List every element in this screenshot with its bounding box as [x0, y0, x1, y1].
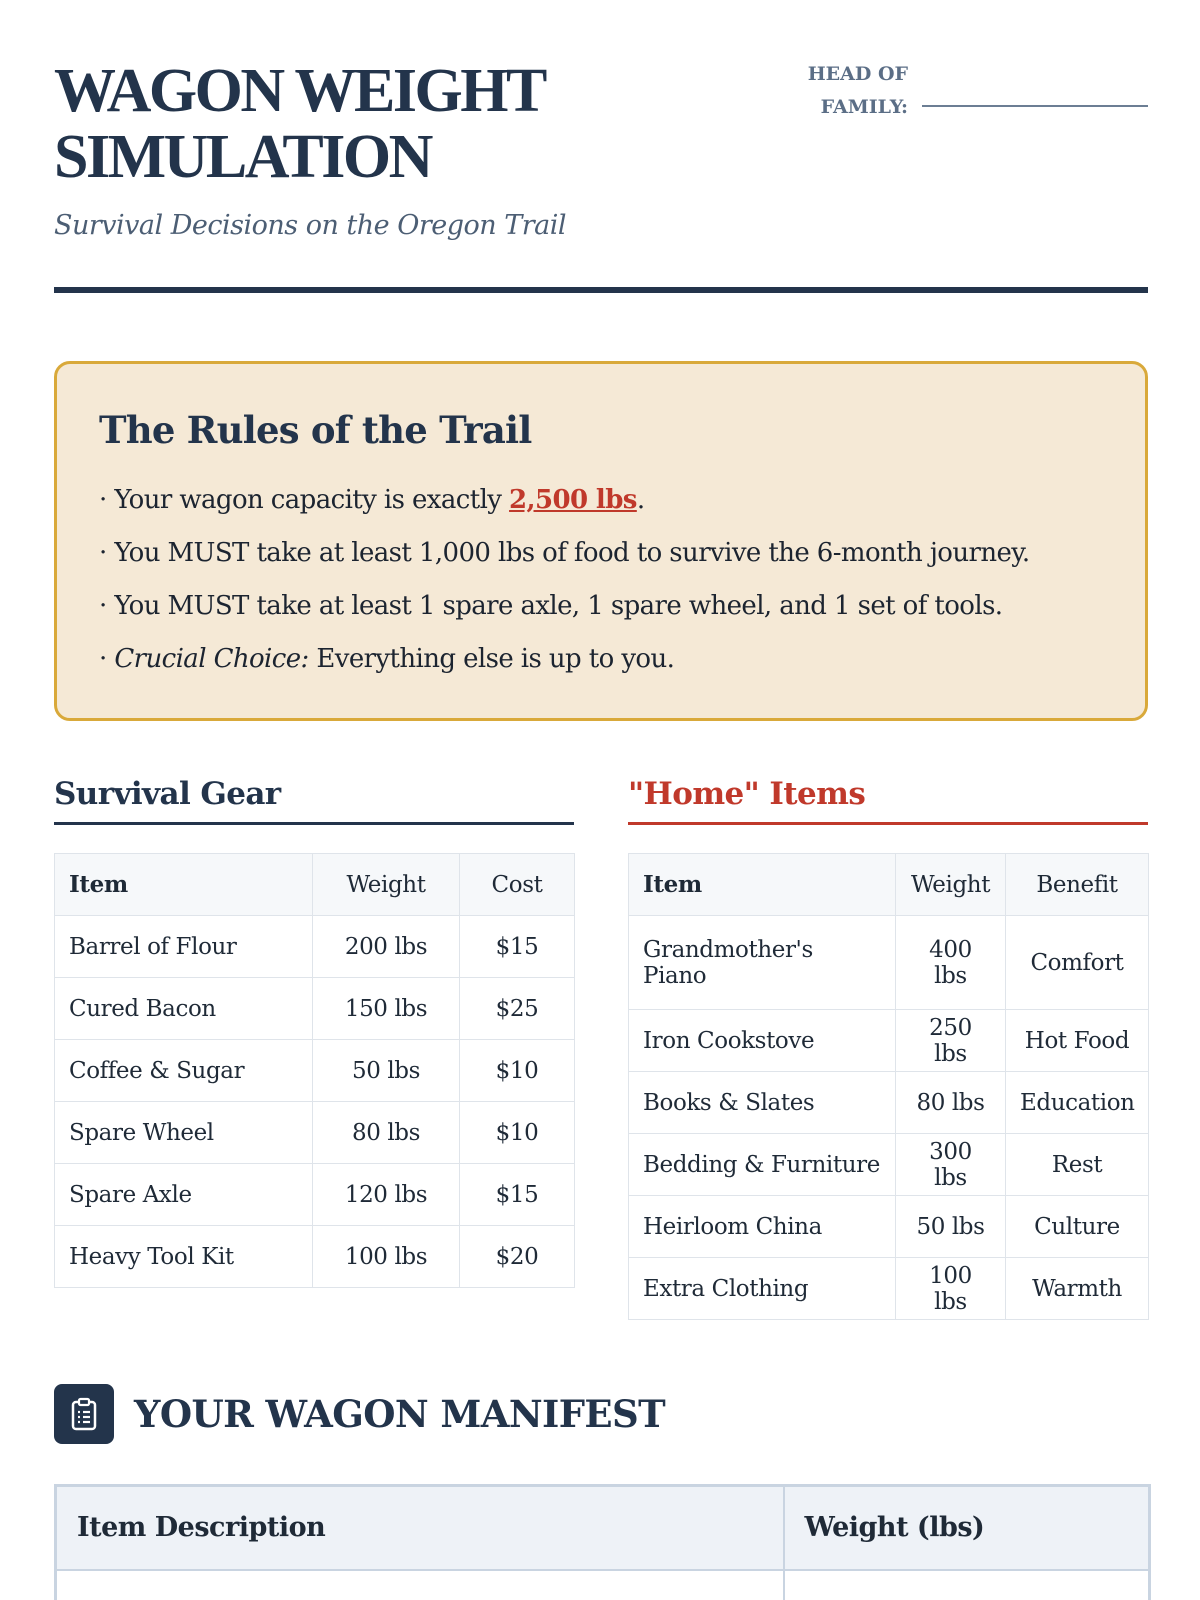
item-cell: Coffee & Sugar [55, 1040, 313, 1102]
item-cell: Barrel of Flour [55, 916, 313, 978]
table-row [629, 1258, 1149, 1320]
item-cell: Spare Wheel [55, 1102, 313, 1164]
rule-text: You MUST take at least 1 spare axle, 1 spare wheel, and 1 set of tools. [114, 591, 1003, 621]
column-header: Item Description [56, 1486, 784, 1570]
table-row [629, 1010, 1149, 1072]
section-title: "Home" Items [628, 776, 1148, 825]
benefit-cell: Comfort [1006, 916, 1149, 1010]
cost-cell: $10 [460, 1040, 575, 1102]
item-cell: Spare Axle [55, 1164, 313, 1226]
weight-cell: 400 lbs [896, 916, 1006, 1010]
rule-item [99, 527, 1103, 580]
cost-cell: $20 [460, 1226, 575, 1288]
survival-gear-table [54, 853, 575, 1288]
weight-cell: 100 lbs [313, 1226, 460, 1288]
capacity-value: 2,500 lbs [509, 485, 637, 515]
column-header: Item [629, 854, 896, 916]
worksheet-page [54, 0, 1148, 1600]
benefit-cell: Culture [1006, 1196, 1149, 1258]
head-of-family-label: HEAD OF FAMILY: [807, 63, 908, 118]
benefit-cell: Hot Food [1006, 1010, 1149, 1072]
weight-cell: 50 lbs [896, 1196, 1006, 1258]
table-row [55, 1164, 575, 1226]
home-items-section [628, 776, 1148, 1320]
head-of-family-blank[interactable] [922, 105, 1148, 107]
table-header-row [55, 854, 575, 916]
column-header: Weight (lbs) [784, 1486, 1150, 1570]
weight-cell: 100 lbs [896, 1258, 1006, 1320]
benefit-cell: Education [1006, 1072, 1149, 1134]
rule-label: Crucial Choice: [114, 644, 309, 674]
weight-cell: 200 lbs [313, 916, 460, 978]
weight-cell: 250 lbs [896, 1010, 1006, 1072]
page-subtitle: Survival Decisions on the Oregon Trail [54, 210, 567, 241]
table-row [56, 1570, 1150, 1600]
table-row [55, 1226, 575, 1288]
header-divider [54, 287, 1148, 293]
column-header: Cost [460, 854, 575, 916]
clipboard-icon [54, 1384, 114, 1444]
table-row [629, 1196, 1149, 1258]
item-cell: Extra Clothing [629, 1258, 896, 1320]
item-description-cell[interactable] [56, 1570, 784, 1600]
item-cell: Heirloom China [629, 1196, 896, 1258]
weight-cell: 80 lbs [313, 1102, 460, 1164]
weight-cell: 300 lbs [896, 1134, 1006, 1196]
weight-cell: 80 lbs [896, 1072, 1006, 1134]
home-items-table [628, 853, 1149, 1320]
column-header: Benefit [1006, 854, 1149, 916]
weight-cell: 120 lbs [313, 1164, 460, 1226]
manifest-title: YOUR WAGON MANIFEST [134, 1392, 666, 1436]
bullet: · [99, 644, 107, 674]
table-row [55, 916, 575, 978]
cost-cell: $25 [460, 978, 575, 1040]
table-row [629, 916, 1149, 1010]
rule-text: Your wagon capacity is exactly [114, 485, 510, 515]
benefit-cell: Warmth [1006, 1258, 1149, 1320]
item-cell: Heavy Tool Kit [55, 1226, 313, 1288]
item-cell: Iron Cookstove [629, 1010, 896, 1072]
weight-cell[interactable] [784, 1570, 1150, 1600]
rule-item [99, 580, 1103, 633]
manifest-table [54, 1484, 1151, 1600]
cost-cell: $10 [460, 1102, 575, 1164]
weight-cell: 150 lbs [313, 978, 460, 1040]
item-cell: Cured Bacon [55, 978, 313, 1040]
cost-cell: $15 [460, 1164, 575, 1226]
table-row [55, 1102, 575, 1164]
column-header: Weight [313, 854, 460, 916]
table-row [629, 1134, 1149, 1196]
rules-heading: The Rules of the Trail [99, 408, 532, 452]
item-cell: Bedding & Furniture [629, 1134, 896, 1196]
column-header: Weight [896, 854, 1006, 916]
weight-cell: 50 lbs [313, 1040, 460, 1102]
table-row [629, 1072, 1149, 1134]
rule-item [99, 633, 1103, 686]
rule-text: . [636, 485, 645, 515]
bullet: · [99, 538, 107, 568]
section-title: Survival Gear [54, 776, 574, 825]
rule-item [99, 474, 1103, 527]
bullet: · [99, 485, 107, 515]
table-header-row [629, 854, 1149, 916]
column-header: Item [55, 854, 313, 916]
survival-gear-section [54, 776, 574, 1288]
bullet: · [99, 591, 107, 621]
table-row [55, 978, 575, 1040]
cost-cell: $15 [460, 916, 575, 978]
table-header-row [56, 1486, 1150, 1570]
item-cell: Books & Slates [629, 1072, 896, 1134]
rule-text: Everything else is up to you. [308, 644, 675, 674]
benefit-cell: Rest [1006, 1134, 1149, 1196]
header [54, 58, 1148, 298]
table-row [55, 1040, 575, 1102]
page-title: WAGON WEIGHT SIMULATION [54, 57, 544, 191]
rules-box [54, 361, 1148, 721]
rule-text: You MUST take at least 1,000 lbs of food to survive the 6-month journey. [114, 538, 1030, 568]
item-cell: Grandmother's Piano [629, 916, 896, 1010]
